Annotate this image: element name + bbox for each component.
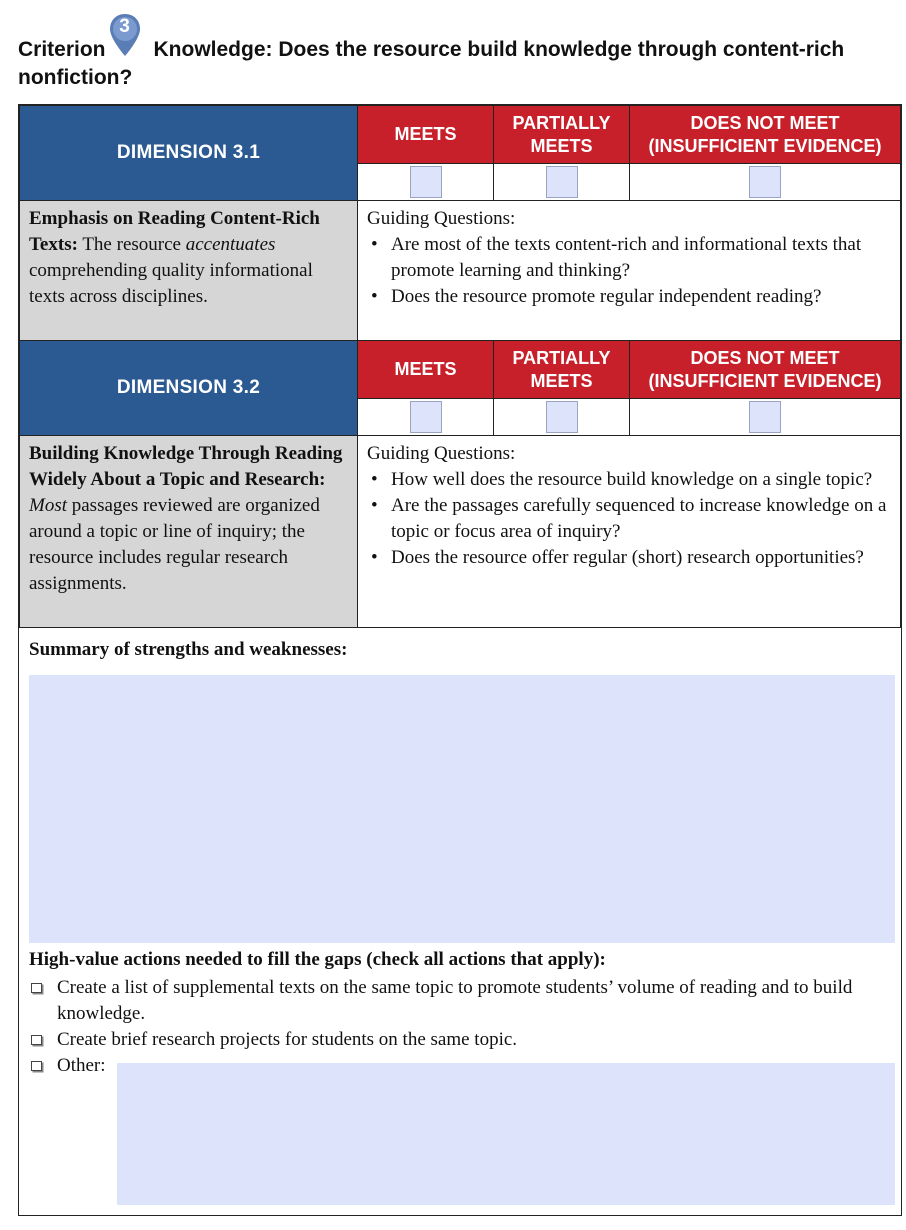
- dim-3-1-meets-cell: [358, 164, 494, 201]
- summary-text-field[interactable]: [29, 675, 895, 943]
- dim-3-1-desc-part1: The resource: [77, 234, 186, 255]
- action-text: Create brief research projects for students on the same topic.: [57, 1029, 518, 1050]
- dimension-3-1-guiding-questions: [358, 201, 901, 341]
- dim-3-1-question-list: [367, 232, 892, 310]
- dim-3-1-partially-checkbox[interactable]: [546, 166, 578, 198]
- other-text-field[interactable]: [117, 1063, 895, 1205]
- criterion-heading: [18, 16, 888, 92]
- dim-3-1-partially-cell: [494, 164, 630, 201]
- rating-partially-line2: MEETS: [530, 135, 593, 156]
- dim-3-2-partially-checkbox[interactable]: [546, 401, 578, 433]
- dimension-table: [19, 105, 901, 628]
- summary-label: Summary of strengths and weaknesses:: [29, 639, 348, 660]
- action-checkbox[interactable]: [31, 1061, 42, 1071]
- dim-3-1-guide-title: Guiding Questions:: [367, 208, 516, 229]
- action-checkbox[interactable]: [31, 983, 42, 993]
- action-text: Create a list of supplemental texts on the same topic to promote students’ volume of reading and to build knowledge.: [57, 977, 853, 1024]
- dim-3-2-question-list: [367, 467, 892, 571]
- dim-3-2-meets-cell: [358, 399, 494, 436]
- rating-partially-line2: MEETS: [530, 370, 593, 391]
- dim-3-2-meets-checkbox[interactable]: [410, 401, 442, 433]
- map-pin-icon: [108, 16, 142, 60]
- rating-meets-label: MEETS: [394, 124, 457, 144]
- guiding-question: • Are the passages carefully sequenced to increase knowledge on a topic or focus area of inquiry?: [367, 493, 892, 545]
- guiding-question: • Does the resource promote regular independent reading?: [367, 284, 892, 310]
- dim-3-2-not-meet-cell: [630, 399, 901, 436]
- dim-3-2-desc-italic: Most: [29, 495, 67, 516]
- dimension-3-2-guiding-questions: [358, 436, 901, 628]
- dim-3-2-partially-cell: [494, 399, 630, 436]
- guiding-question: • Does the resource offer regular (short) research opportunities?: [367, 545, 892, 571]
- rating-not-meet-header: [630, 106, 901, 164]
- dimension-3-2-header: [20, 341, 358, 436]
- criterion-prefix: Criterion: [18, 38, 106, 61]
- rating-not-meet-line1: DOES NOT MEET: [690, 347, 840, 368]
- dim-3-1-not-meet-cell: [630, 164, 901, 201]
- dim-3-1-desc-italic: accentuates: [185, 234, 276, 255]
- rating-partially-header: [494, 106, 630, 164]
- rating-partially-line1: PARTIALLY: [512, 112, 611, 133]
- dimension-3-1-header: [20, 106, 358, 201]
- dim-3-2-not-meet-checkbox[interactable]: [749, 401, 781, 433]
- action-item: [29, 975, 891, 1027]
- action-item: [29, 1027, 891, 1053]
- dimension-3-1-description: [20, 201, 358, 341]
- rating-not-meet-line2: (INSUFFICIENT EVIDENCE): [648, 135, 882, 156]
- rating-partially-header: [494, 341, 630, 399]
- dim-3-2-guide-title: Guiding Questions:: [367, 443, 516, 464]
- dim-3-2-desc-bold: Building Knowledge Through Reading Widely About a Topic and Research:: [29, 443, 343, 490]
- action-text: Other:: [57, 1055, 106, 1076]
- dim-3-1-not-meet-checkbox[interactable]: [749, 166, 781, 198]
- dim-3-2-desc-part2: passages reviewed are organized around a topic or line of inquiry; the resource includes regular research assignments.: [29, 495, 320, 594]
- criterion-title: Knowledge: Does the resource build knowledge through content-rich nonfiction?: [18, 38, 845, 89]
- rating-not-meet-line2: (INSUFFICIENT EVIDENCE): [648, 370, 882, 391]
- rating-not-meet-header: [630, 341, 901, 399]
- rating-meets-header: [358, 341, 494, 399]
- actions-label: High-value actions needed to fill the gaps (check all actions that apply):: [29, 949, 606, 970]
- guiding-question: • How well does the resource build knowledge on a single topic?: [367, 467, 892, 493]
- rating-meets-header: [358, 106, 494, 164]
- dimension-3-2-label: DIMENSION 3.2: [116, 377, 261, 398]
- rating-not-meet-line1: DOES NOT MEET: [690, 112, 840, 133]
- action-checkbox[interactable]: [31, 1035, 42, 1045]
- guiding-question: • Are most of the texts content-rich and informational texts that promote learning and thinking?: [367, 232, 892, 284]
- dim-3-1-desc-part2: comprehending quality informational texts across disciplines.: [29, 260, 313, 307]
- dim-3-1-meets-checkbox[interactable]: [410, 166, 442, 198]
- dimension-3-1-label: DIMENSION 3.1: [116, 142, 261, 163]
- criterion-form: [18, 104, 902, 1216]
- rating-partially-line1: PARTIALLY: [512, 347, 611, 368]
- criterion-number: 3: [119, 16, 130, 37]
- dimension-3-2-description: [20, 436, 358, 628]
- rating-meets-label: MEETS: [394, 359, 457, 379]
- dim-3-1-desc-bold: Emphasis on Reading Content-Rich Texts:: [29, 208, 320, 255]
